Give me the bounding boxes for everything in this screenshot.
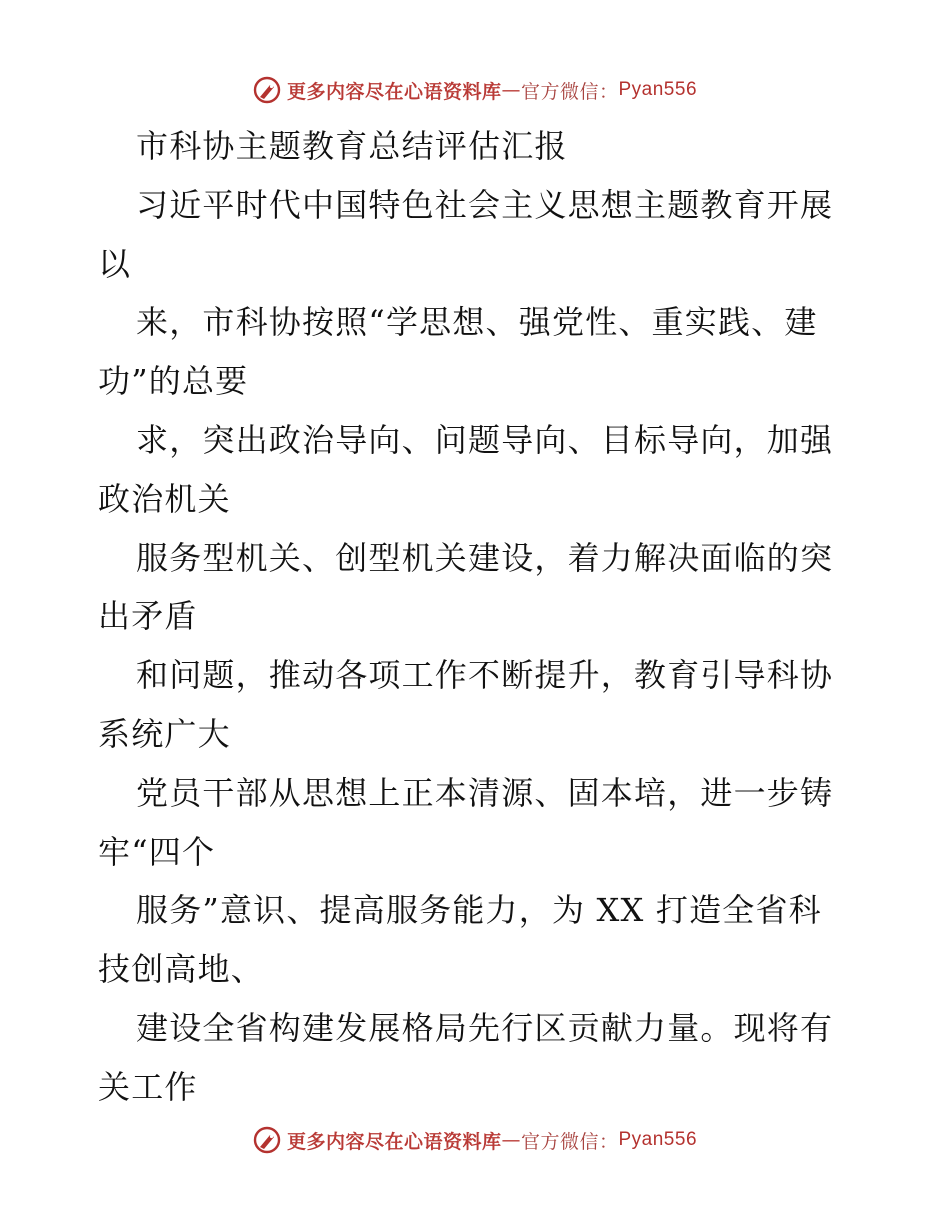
text-line: 服务型机关、创型机关建设，着力解决面临的突 [136,538,834,577]
text-line: 求，突出政治导向、问题导向、目标导向，加强 [136,420,834,459]
document-title: 市科协主题教育总结评估汇报 [136,127,568,165]
text-line: 牢“四个 [98,832,216,871]
pen-nib-logo-icon [253,76,281,104]
text-line: 服务”意识、提高服务能力，为 XX 打造全省科 [136,891,822,930]
text-line: 关工作 [98,1067,198,1106]
text-line: 来，市科协按照“学思想、强党性、重实践、建 [136,303,818,342]
pen-nib-logo-icon [253,1126,281,1154]
document-body [98,117,858,1117]
text-line: 党员干部从思想上正本清源、固本培，进一步铸 [136,773,834,812]
text-line: 出矛盾 [98,597,198,636]
text-line: 建设全省构建发展格局先行区贡献力量。现将有 [136,1008,834,1047]
banner-separator: — [501,1129,521,1151]
wechat-id: Pyan556 [618,1129,698,1150]
site-name: 更多内容尽在心语资料库 [286,1130,502,1153]
footer-banner [0,1120,950,1160]
site-name: 更多内容尽在心语资料库 [286,80,502,103]
header-banner [0,70,950,110]
wechat-label: 官方微信： [520,80,619,103]
text-line: 政治机关 [98,479,231,518]
text-line: 技创高地、 [98,950,265,989]
text-line: 和问题，推动各项工作不断提升，教育引导科协 [136,656,834,695]
text-line: 功”的总要 [98,362,249,401]
wechat-id: Pyan556 [618,79,698,100]
text-line: 以 [98,244,132,283]
text-line: 系统广大 [98,714,231,753]
wechat-label: 官方微信： [520,1130,619,1153]
banner-separator: — [501,79,521,101]
text-line: 习近平时代中国特色社会主义思想主题教育开展 [136,185,834,224]
